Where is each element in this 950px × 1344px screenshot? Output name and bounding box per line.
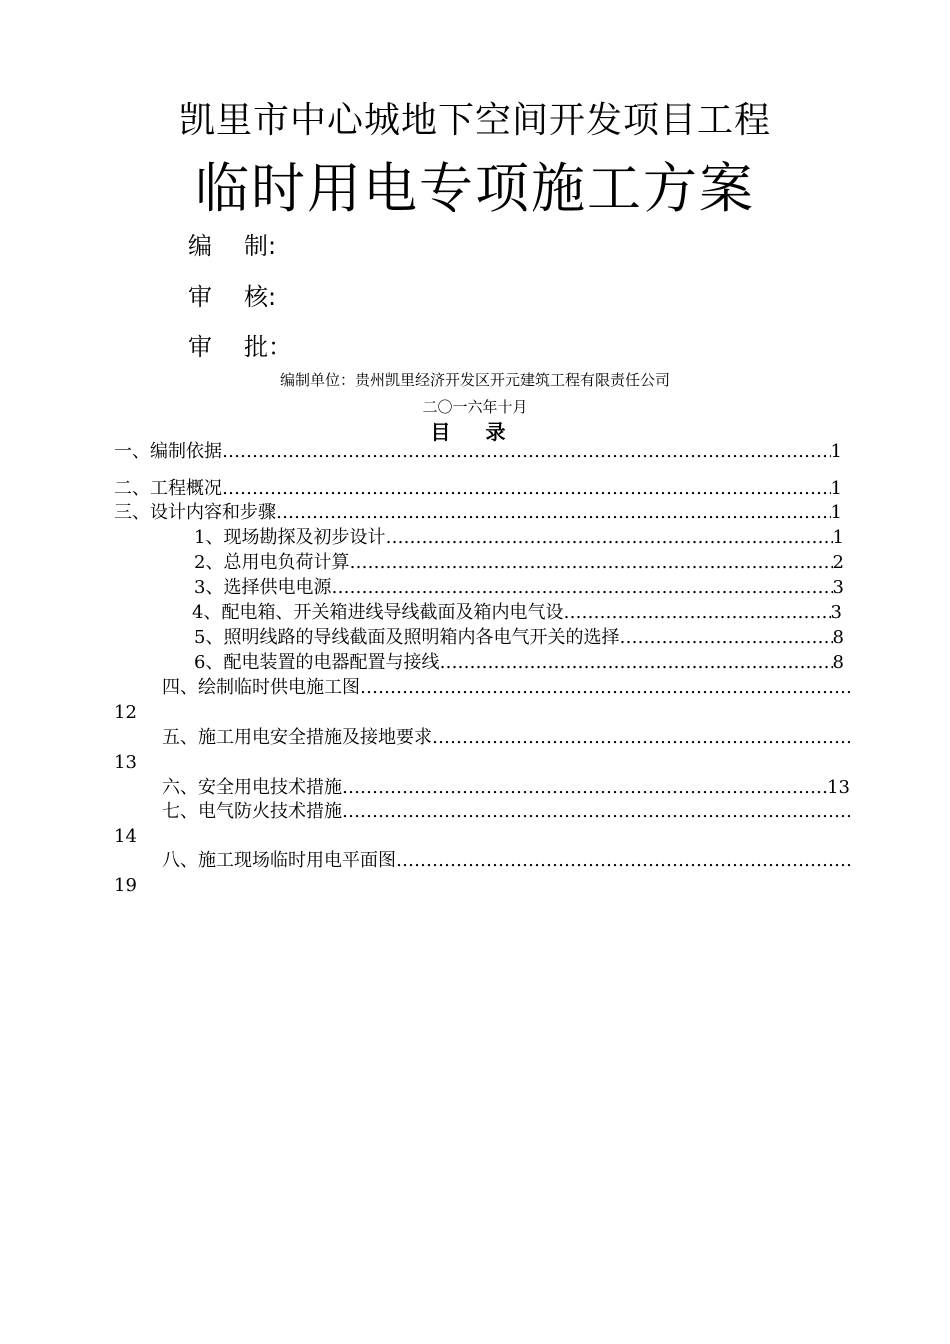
- toc-item-label: 6、配电装置的电器配置与接线: [194, 652, 440, 673]
- toc-item-label: 5、照明线路的导线截面及照明箱内各电气开关的选择: [194, 627, 620, 648]
- toc-item-page: 14: [114, 826, 137, 847]
- toc-item[interactable]: [194, 551, 844, 575]
- toc-item-label: 七、电气防火技术措施: [162, 801, 342, 822]
- toc-item[interactable]: [114, 477, 842, 501]
- document-title: 凯里市中心城地下空间开发项目工程: [178, 100, 771, 141]
- toc-leader: [276, 501, 831, 525]
- toc-item-page: 8: [832, 652, 844, 673]
- toc-item-label: 2、总用电负荷计算: [194, 552, 350, 573]
- toc-leader: [432, 726, 850, 750]
- toc-leader: [342, 776, 827, 800]
- toc-item-page: 1: [830, 441, 842, 462]
- toc-leader: [385, 526, 832, 550]
- signature-review: [188, 277, 276, 312]
- toc-leader: [331, 576, 832, 600]
- toc-item-page: 1: [830, 478, 842, 499]
- signature-label-char: 编: [188, 232, 212, 260]
- toc-item[interactable]: [162, 726, 850, 750]
- toc-item[interactable]: [194, 651, 844, 675]
- toc-item-label: 六、安全用电技术措施: [162, 777, 342, 798]
- toc-item-page: 19: [114, 875, 137, 896]
- signature-label-char: 审: [188, 333, 212, 361]
- signature-label-char: 制:: [244, 232, 277, 260]
- toc-leader: [619, 626, 832, 650]
- toc-leader: [342, 800, 850, 824]
- signature-label-char: 核:: [244, 283, 277, 311]
- toc-leader: [396, 849, 850, 873]
- signature-approve: [188, 327, 292, 362]
- toc-item-label: 一、编制依据: [114, 441, 222, 462]
- toc-item[interactable]: [162, 849, 850, 873]
- toc-item-label: 二、工程概况: [114, 478, 222, 499]
- toc-item[interactable]: [114, 501, 842, 525]
- toc-item[interactable]: [192, 601, 842, 625]
- compiling-unit: 编制单位：贵州凯里经济开发区开元建筑工程有限责任公司: [279, 371, 670, 389]
- toc-item[interactable]: [114, 440, 842, 464]
- toc-leader: [222, 477, 831, 501]
- signature-label-char: 审: [188, 283, 212, 311]
- toc-leader: [563, 601, 830, 625]
- toc-item-page: 13: [827, 777, 850, 798]
- toc-item-label: 三、设计内容和步骤: [114, 502, 276, 523]
- toc-item-page: 3: [832, 577, 844, 598]
- toc-item[interactable]: [194, 576, 844, 600]
- document-subtitle: 临时用电专项施工方案: [195, 157, 755, 220]
- toc-item-label: 4、配电箱、开关箱进线导线截面及箱内电气设: [192, 602, 564, 623]
- toc-item-label: 五、施工用电安全措施及接地要求: [162, 727, 432, 748]
- toc-item-page: 13: [114, 752, 137, 773]
- toc-item-label: 1、现场勘探及初步设计: [194, 527, 386, 548]
- toc-item-page: 1: [832, 527, 844, 548]
- toc-item-label: 3、选择供电电源: [194, 577, 332, 598]
- toc-item-page: 12: [114, 702, 137, 723]
- toc-item[interactable]: [162, 800, 850, 824]
- toc-leader: [349, 551, 832, 575]
- signature-compile: [188, 226, 276, 261]
- toc-leader: [439, 651, 832, 675]
- toc-item-page: 3: [830, 602, 842, 623]
- toc-item-page: 8: [832, 627, 844, 648]
- toc-leader: [222, 440, 831, 464]
- toc-heading: 目 录: [430, 420, 520, 444]
- document-date: 二〇一六年十月: [422, 398, 528, 416]
- toc-leader: [360, 676, 850, 700]
- toc-item-label: 四、绘制临时供电施工图: [162, 677, 360, 698]
- toc-item-page: 1: [830, 502, 842, 523]
- toc-item[interactable]: [194, 626, 844, 650]
- toc-item-label: 八、施工现场临时用电平面图: [162, 850, 396, 871]
- toc-item[interactable]: [162, 676, 850, 700]
- toc-item[interactable]: [162, 776, 850, 800]
- toc-item-page: 2: [832, 552, 844, 573]
- toc-item[interactable]: [194, 526, 844, 550]
- signature-label-char: 批：: [244, 333, 292, 361]
